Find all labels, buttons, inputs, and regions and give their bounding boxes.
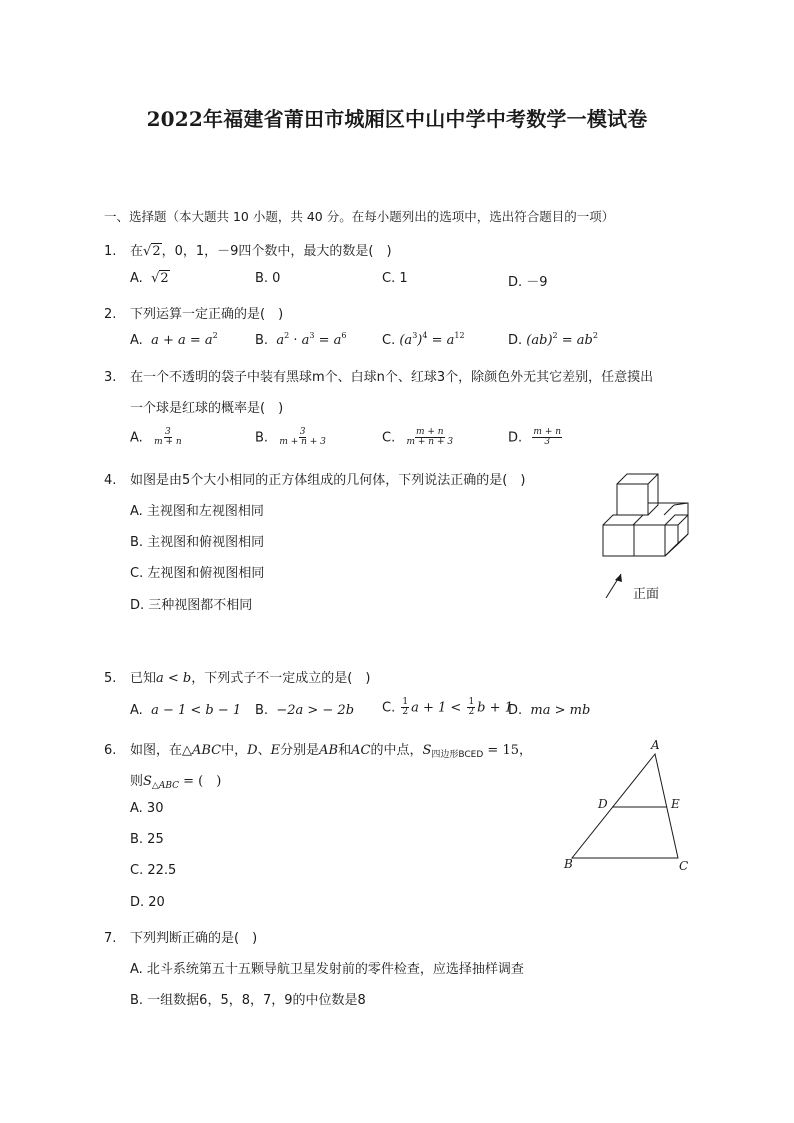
- option-a[interactable]: A. √2: [130, 271, 169, 286]
- question-number: 2.: [104, 307, 117, 322]
- option-c[interactable]: C. 1: [382, 271, 408, 286]
- option-b[interactable]: B. 一组数据6，5，8，7，9的中位数是8: [130, 993, 366, 1008]
- question-4: 4. 如图是由5个大小相同的正方体组成的几何体，下列说法正确的是( ): [104, 473, 526, 488]
- option-d[interactable]: D. 20: [130, 895, 165, 910]
- option-b[interactable]: B. 25: [130, 832, 164, 847]
- option-c[interactable]: C. $(a^3)^4 = a^{12}$: [382, 331, 465, 348]
- question-number: 5.: [104, 671, 117, 686]
- option-c[interactable]: C. 22.5: [130, 863, 177, 878]
- question-number: 7.: [104, 931, 117, 946]
- option-a[interactable]: A. $\frac{3}{m + n}$: [130, 427, 182, 448]
- vertex-label-a: A: [651, 738, 660, 752]
- figure-front-label: 正面: [633, 587, 660, 602]
- option-b[interactable]: B. $a^2 \cdot a^3 = a^6$: [255, 331, 347, 348]
- option-b[interactable]: B. −2a > − 2b: [255, 703, 355, 718]
- option-c[interactable]: C. $\frac{1}{2}$ a + 1 < $\frac{1}{2}$ b + 1: [382, 697, 513, 718]
- question-number: 4.: [104, 473, 117, 488]
- option-a[interactable]: A. 主视图和左视图相同: [130, 504, 264, 519]
- option-d[interactable]: D. $(ab)^2 = ab^2$: [508, 331, 598, 348]
- question-3: 3. 在一个不透明的袋子中装有黑球m个、白球n个、红球3个，除颜色外无其它差别，任意摸出: [104, 370, 654, 385]
- question-1: 1. 在√2，0，1，－9四个数中，最大的数是( ): [104, 244, 392, 259]
- vertex-label-b: B: [564, 857, 573, 871]
- section-heading: 一、选择题（本大题共 10 小题，共 40 分。在每小题列出的选项中，选出符合题目的一项）: [104, 209, 615, 224]
- question-number: 3.: [104, 370, 117, 385]
- sqrt-expression: √2: [143, 244, 161, 259]
- option-b[interactable]: B. $\frac{3}{m + n + 3}$: [255, 427, 326, 448]
- question-3-line-2: 一个球是红球的概率是( ): [130, 401, 284, 416]
- option-c[interactable]: C. $\frac{m + n}{m + n + 3}$: [382, 427, 454, 448]
- option-d[interactable]: D. －9: [508, 275, 548, 290]
- option-d[interactable]: D. $\frac{m + n}{3}$: [508, 427, 562, 448]
- option-a[interactable]: A. $a + a = a^2$: [130, 331, 218, 348]
- option-a[interactable]: A. a − 1 < b − 1: [130, 703, 242, 718]
- question-6-line-2: 则$S_{\triangle ABC}$ = ( ): [130, 774, 222, 791]
- question-6: 6. 如图，在△ABC中，D、E分别是AB和AC的中点，$S_{四边形BCED} = 15$，: [104, 743, 532, 760]
- option-d[interactable]: D. 三种视图都不相同: [130, 598, 253, 613]
- option-c[interactable]: C. 左视图和俯视图相同: [130, 566, 265, 581]
- option-a[interactable]: A. 北斗系统第五十五颗导航卫星发射前的零件检查，应选择抽样调查: [130, 962, 524, 977]
- vertex-label-c: C: [679, 859, 689, 873]
- arrow-icon: [615, 574, 622, 582]
- question-2: 2. 下列运算一定正确的是( ): [104, 307, 284, 322]
- option-d[interactable]: D. ma > mb: [508, 703, 591, 718]
- option-b[interactable]: B. 0: [255, 271, 281, 286]
- question-5: 5. 已知a < b，下列式子不一定成立的是( ): [104, 671, 371, 686]
- option-a[interactable]: A. 30: [130, 801, 164, 816]
- question-7: 7. 下列判断正确的是( ): [104, 931, 258, 946]
- vertex-label-d: D: [598, 797, 608, 811]
- question-number: 6.: [104, 743, 117, 758]
- exam-title: 2022年福建省莆田市城厢区中山中学中考数学一模试卷: [146, 107, 648, 131]
- option-b[interactable]: B. 主视图和俯视图相同: [130, 535, 265, 550]
- question-number: 1.: [104, 244, 117, 259]
- vertex-label-e: E: [671, 797, 680, 811]
